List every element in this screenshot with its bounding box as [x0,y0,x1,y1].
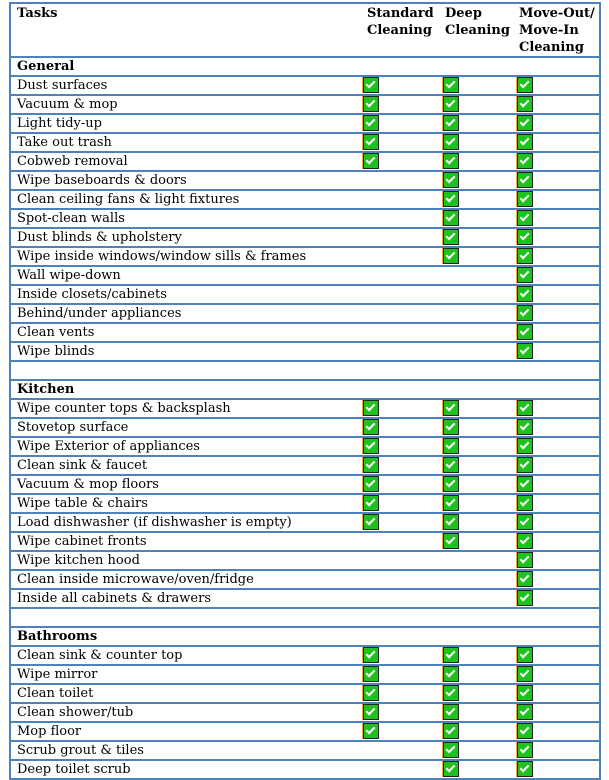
deep-cell [439,760,513,779]
table-row [10,304,600,323]
task-label: Clean toilet [10,684,361,703]
standard-cell [361,114,439,133]
standard-cell [361,323,439,342]
checkmark-icon [363,419,379,435]
task-label: Wall wipe-down [10,266,361,285]
checkmark-icon [517,172,533,188]
standard-cell [361,285,439,304]
section-row [10,627,600,646]
move-cell [513,209,600,228]
task-label: Wipe counter tops & backsplash [10,399,361,418]
standard-cell [361,589,439,608]
standard-cell [361,741,439,760]
move-cell [513,228,600,247]
checkmark-icon [517,590,533,606]
spacer-cell [10,608,600,627]
checkmark-icon [517,438,533,454]
checkmark-icon [443,457,459,473]
deep-cell [439,589,513,608]
table-row [10,76,600,95]
move-cell [513,703,600,722]
checkmark-icon [443,742,459,758]
task-label: Dust blinds & upholstery [10,228,361,247]
checkmark-icon [517,324,533,340]
move-cell [513,570,600,589]
deep-cell [439,171,513,190]
table-row [10,646,600,665]
table-row [10,190,600,209]
table-row [10,399,600,418]
table-row [10,266,600,285]
table-row [10,209,600,228]
deep-cell [439,228,513,247]
checkmark-icon [517,229,533,245]
deep-cell [439,741,513,760]
standard-cell [361,171,439,190]
table-row [10,570,600,589]
move-cell [513,399,600,418]
table-row [10,665,600,684]
deep-cell [439,684,513,703]
table-row [10,171,600,190]
deep-cell [439,342,513,361]
move-cell [513,76,600,95]
standard-cell [361,209,439,228]
deep-cell [439,665,513,684]
checkmark-icon [517,343,533,359]
move-cell [513,475,600,494]
task-label: Inside all cabinets & drawers [10,589,361,608]
task-label: Mop floor [10,722,361,741]
move-cell [513,532,600,551]
checkmark-icon [363,666,379,682]
standard-cell [361,399,439,418]
checkmark-icon [517,267,533,283]
move-cell [513,741,600,760]
task-label: Wipe kitchen hood [10,551,361,570]
checkmark-icon [517,552,533,568]
table-row [10,722,600,741]
standard-cell [361,437,439,456]
checkmark-icon [517,153,533,169]
move-cell [513,304,600,323]
table-row [10,741,600,760]
deep-cell [439,494,513,513]
checkmark-icon [443,115,459,131]
task-label: Behind/under appliances [10,304,361,323]
checkmark-icon [443,666,459,682]
task-label: Wipe baseboards & doors [10,171,361,190]
header-deep: Deep Cleaning [439,3,513,57]
checkmark-icon [517,495,533,511]
deep-cell [439,323,513,342]
move-cell [513,171,600,190]
table-row [10,589,600,608]
deep-cell [439,475,513,494]
task-label: Cobweb removal [10,152,361,171]
checkmark-icon [517,96,533,112]
checkmark-icon [517,704,533,720]
deep-cell [439,209,513,228]
task-label: Vacuum & mop [10,95,361,114]
standard-cell [361,494,439,513]
move-cell [513,133,600,152]
checkmark-icon [517,761,533,777]
move-cell [513,760,600,779]
checkmark-icon [363,115,379,131]
standard-cell [361,228,439,247]
checkmark-icon [363,514,379,530]
checkmark-icon [517,742,533,758]
standard-cell [361,133,439,152]
checkmark-icon [443,533,459,549]
task-label: Clean sink & counter top [10,646,361,665]
header-tasks: Tasks [10,3,361,57]
task-label: Dust surfaces [10,76,361,95]
deep-cell [439,456,513,475]
task-label: Wipe table & chairs [10,494,361,513]
standard-cell [361,684,439,703]
deep-cell [439,570,513,589]
table-row [10,418,600,437]
table-row [10,684,600,703]
standard-cell [361,570,439,589]
task-label: Scrub grout & tiles [10,741,361,760]
table-row [10,532,600,551]
checkmark-icon [517,419,533,435]
header-move: Move-Out/ Move-In Cleaning [513,3,600,57]
task-label: Load dishwasher (if dishwasher is empty) [10,513,361,532]
task-label: Wipe mirror [10,665,361,684]
move-cell [513,190,600,209]
section-title: Bathrooms [10,627,600,646]
standard-cell [361,76,439,95]
checkmark-icon [443,153,459,169]
checkmark-icon [517,666,533,682]
checkmark-icon [363,685,379,701]
checkmark-icon [443,723,459,739]
move-cell [513,437,600,456]
checkmark-icon [443,77,459,93]
standard-cell [361,532,439,551]
checkmark-icon [517,134,533,150]
checkmark-icon [363,77,379,93]
deep-cell [439,437,513,456]
checkmark-icon [443,172,459,188]
table-row [10,513,600,532]
standard-cell [361,304,439,323]
deep-cell [439,266,513,285]
table-row [10,437,600,456]
checkmark-icon [363,134,379,150]
checkmark-icon [443,229,459,245]
standard-cell [361,342,439,361]
move-cell [513,285,600,304]
checkmark-icon [363,704,379,720]
table-row [10,228,600,247]
task-label: Clean inside microwave/oven/fridge [10,570,361,589]
checkmark-icon [443,438,459,454]
task-label: Vacuum & mop floors [10,475,361,494]
table-row [10,247,600,266]
move-cell [513,95,600,114]
checkmark-icon [443,761,459,777]
standard-cell [361,722,439,741]
checkmark-icon [443,134,459,150]
checkmark-icon [363,647,379,663]
deep-cell [439,95,513,114]
deep-cell [439,190,513,209]
section-title: General [10,57,600,76]
checkmark-icon [363,476,379,492]
standard-cell [361,266,439,285]
checkmark-icon [517,685,533,701]
checkmark-icon [517,571,533,587]
standard-cell [361,456,439,475]
task-label: Stovetop surface [10,418,361,437]
move-cell [513,266,600,285]
table-row [10,494,600,513]
table-row [10,323,600,342]
deep-cell [439,399,513,418]
checkmark-icon [363,723,379,739]
spacer-cell [10,361,600,380]
deep-cell [439,304,513,323]
deep-cell [439,114,513,133]
checkmark-icon [363,495,379,511]
table-row [10,133,600,152]
checkmark-icon [443,96,459,112]
checkmark-icon [517,723,533,739]
header-standard: Standard Cleaning [361,3,439,57]
checkmark-icon [363,400,379,416]
move-cell [513,589,600,608]
table-row [10,342,600,361]
standard-cell [361,665,439,684]
checkmark-icon [363,438,379,454]
deep-cell [439,247,513,266]
deep-cell [439,76,513,95]
checkmark-icon [443,419,459,435]
deep-cell [439,551,513,570]
table-row [10,114,600,133]
standard-cell [361,95,439,114]
checkmark-icon [517,476,533,492]
move-cell [513,456,600,475]
table-row [10,285,600,304]
move-cell [513,722,600,741]
deep-cell [439,152,513,171]
cleaning-tasks-table [9,2,601,780]
spacer-row [10,361,600,380]
checkmark-icon [443,400,459,416]
checkmark-icon [363,457,379,473]
task-label: Spot-clean walls [10,209,361,228]
deep-cell [439,513,513,532]
header-row [10,3,600,57]
move-cell [513,323,600,342]
checkmark-icon [517,533,533,549]
checkmark-icon [443,514,459,530]
move-cell [513,665,600,684]
table-row [10,456,600,475]
task-label: Inside closets/cabinets [10,285,361,304]
checkmark-icon [443,704,459,720]
task-label: Clean ceiling fans & light fixtures [10,190,361,209]
table-row [10,475,600,494]
checkmark-icon [517,210,533,226]
move-cell [513,152,600,171]
move-cell [513,418,600,437]
checkmark-icon [443,647,459,663]
table-row [10,760,600,779]
checkmark-icon [517,191,533,207]
task-label: Take out trash [10,133,361,152]
checkmark-icon [517,514,533,530]
deep-cell [439,133,513,152]
checkmark-icon [517,400,533,416]
standard-cell [361,513,439,532]
spacer-row [10,608,600,627]
deep-cell [439,285,513,304]
move-cell [513,646,600,665]
task-label: Light tidy-up [10,114,361,133]
task-label: Wipe inside windows/window sills & frames [10,247,361,266]
task-label: Deep toilet scrub [10,760,361,779]
checkmark-icon [517,248,533,264]
deep-cell [439,418,513,437]
deep-cell [439,703,513,722]
checkmark-icon [443,248,459,264]
task-label: Clean shower/tub [10,703,361,722]
checkmark-icon [443,495,459,511]
standard-cell [361,646,439,665]
standard-cell [361,475,439,494]
checkmark-icon [443,685,459,701]
move-cell [513,494,600,513]
checkmark-icon [517,77,533,93]
table-row [10,95,600,114]
move-cell [513,513,600,532]
deep-cell [439,532,513,551]
task-label: Wipe cabinet fronts [10,532,361,551]
move-cell [513,342,600,361]
standard-cell [361,703,439,722]
task-label: Wipe blinds [10,342,361,361]
standard-cell [361,190,439,209]
task-label: Clean vents [10,323,361,342]
checkmark-icon [517,305,533,321]
checkmark-icon [443,191,459,207]
move-cell [513,684,600,703]
standard-cell [361,418,439,437]
section-title: Kitchen [10,380,600,399]
standard-cell [361,247,439,266]
checkmark-icon [517,286,533,302]
move-cell [513,551,600,570]
deep-cell [439,722,513,741]
deep-cell [439,646,513,665]
table-row [10,551,600,570]
task-label: Clean sink & faucet [10,456,361,475]
checkmark-icon [443,476,459,492]
checkmark-icon [363,153,379,169]
standard-cell [361,152,439,171]
move-cell [513,114,600,133]
standard-cell [361,551,439,570]
checkmark-icon [443,210,459,226]
checkmark-icon [517,457,533,473]
move-cell [513,247,600,266]
standard-cell [361,760,439,779]
section-row [10,380,600,399]
checkmark-icon [363,96,379,112]
checkmark-icon [517,647,533,663]
table-row [10,703,600,722]
checkmark-icon [517,115,533,131]
task-label: Wipe Exterior of appliances [10,437,361,456]
section-row [10,57,600,76]
table-row [10,152,600,171]
